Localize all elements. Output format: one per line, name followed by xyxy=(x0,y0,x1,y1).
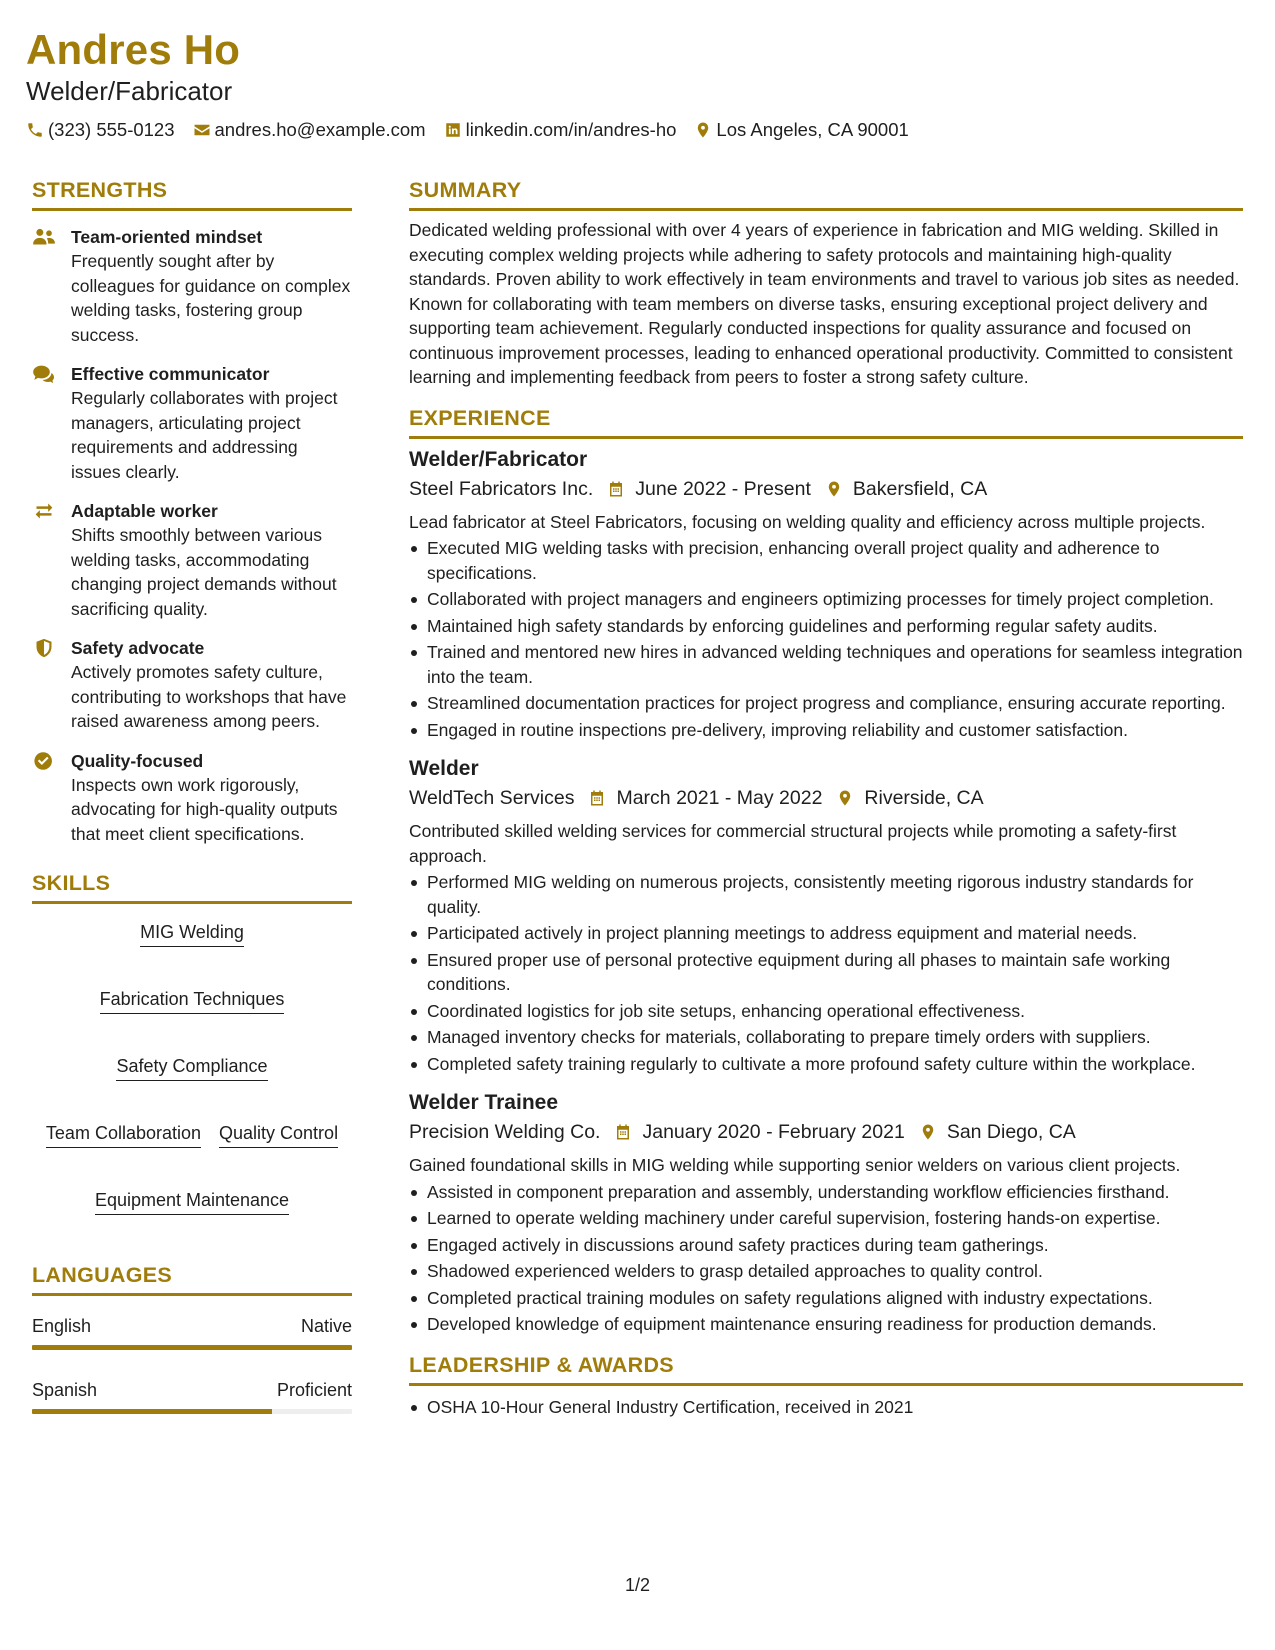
list-item: Performed MIG welding on numerous projects, consistently meeting rigorous industry standards for quality. xyxy=(409,870,1243,919)
right-column xyxy=(409,176,1243,1421)
calendar-icon xyxy=(588,788,606,808)
language-level: Proficient xyxy=(276,1380,352,1400)
job-description: Contributed skilled welding services for commercial structural projects while promoting a safety-first approach. xyxy=(409,821,1177,866)
language-bar xyxy=(32,1345,352,1350)
list-item: Learned to operate welding machinery under careful supervision, fostering hands-on expertise. xyxy=(409,1206,1243,1231)
skills-section xyxy=(32,869,352,1215)
list-item: Participated actively in project planning meetings to address equipment and material needs. xyxy=(409,921,1243,946)
list-item: Collaborated with project managers and engineers optimizing processes for timely project completion. xyxy=(409,587,1243,612)
linkedin-icon xyxy=(444,121,462,139)
skill-tag: Quality Control xyxy=(219,1121,338,1148)
job-dates: June 2022 - Present xyxy=(635,477,811,500)
summary-section xyxy=(409,176,1243,390)
list-item: Managed inventory checks for materials, collaborating to prepare timely orders with suppliers. xyxy=(409,1025,1243,1050)
strengths-heading: STRENGTHS xyxy=(32,176,352,211)
strength-desc: Actively promotes safety culture, contributing to workshops that have raised awareness among peers. xyxy=(71,662,347,731)
list-item: Trained and mentored new hires in advanced welding techniques and operations for seamless integration into the team. xyxy=(409,640,1243,689)
language-name: English xyxy=(32,1316,92,1336)
language-item xyxy=(32,1378,352,1414)
job-company: Precision Welding Co. xyxy=(409,1121,601,1143)
strength-item xyxy=(32,636,352,734)
strength-item xyxy=(32,499,352,621)
language-bar-fill xyxy=(32,1345,352,1350)
strength-title: Quality-focused xyxy=(71,750,204,771)
list-item: Completed practical training modules on safety regulations aligned with industry expectations. xyxy=(409,1286,1243,1311)
job-entry xyxy=(409,754,1243,1076)
contact-phone xyxy=(26,118,175,142)
skill-tag: Equipment Maintenance xyxy=(95,1188,289,1215)
strength-title: Safety advocate xyxy=(71,638,205,658)
list-item: Maintained high safety standards by enforcing guidelines and performing regular safety audits. xyxy=(409,614,1243,639)
comments-icon xyxy=(32,364,56,384)
list-item: Engaged actively in discussions around safety practices during team gatherings. xyxy=(409,1233,1243,1258)
strength-item xyxy=(32,749,352,847)
contact-location xyxy=(694,118,908,142)
experience-heading: EXPERIENCE xyxy=(409,404,1243,439)
language-name: Spanish xyxy=(32,1380,98,1400)
job-location: San Diego, CA xyxy=(946,1121,1076,1143)
skill-tag: Team Collaboration xyxy=(46,1121,201,1148)
strength-item xyxy=(32,225,352,347)
exchange-icon xyxy=(32,501,56,521)
job-title: Welder/Fabricator xyxy=(409,447,588,471)
job-location: Bakersfield, CA xyxy=(852,477,988,500)
users-icon xyxy=(32,227,56,247)
skill-tag: MIG Welding xyxy=(140,920,244,947)
job-company: WeldTech Services xyxy=(409,787,575,809)
map-pin-icon xyxy=(694,121,712,139)
contact-linkedin[interactable] xyxy=(444,118,677,142)
resume-header xyxy=(26,24,1246,142)
page-number: 1/2 xyxy=(624,1575,651,1595)
job-dates: January 2020 - February 2021 xyxy=(642,1121,905,1143)
list-item: Completed safety training regularly to cultivate a more profound safety culture within the workplace. xyxy=(409,1052,1243,1077)
strength-desc: Shifts smoothly between various welding tasks, accommodating changing project demands without sacrificing quality. xyxy=(71,525,337,619)
leadership-heading: LEADERSHIP & AWARDS xyxy=(409,1351,1243,1386)
skills-heading: SKILLS xyxy=(32,869,352,904)
summary-heading: SUMMARY xyxy=(409,176,1243,211)
contact-bar xyxy=(26,118,1246,142)
strength-title: Team-oriented mindset xyxy=(71,227,263,247)
email-text[interactable]: andres.ho@example.com xyxy=(214,119,426,140)
map-pin-icon xyxy=(836,788,854,808)
contact-email[interactable] xyxy=(193,118,426,142)
job-description: Gained foundational skills in MIG welding while supporting senior welders on various client projects. xyxy=(409,1155,1181,1175)
list-item: Ensured proper use of personal protective equipment during all phases to maintain safe working conditions. xyxy=(409,948,1243,997)
list-item: Developed knowledge of equipment maintenance ensuring readiness for production demands. xyxy=(409,1312,1243,1337)
list-item: Shadowed experienced welders to grasp detailed approaches to quality control. xyxy=(409,1259,1243,1284)
strength-title: Effective communicator xyxy=(71,364,270,384)
list-item: Streamlined documentation practices for project progress and compliance, ensuring accurate reporting. xyxy=(409,691,1243,716)
phone-text: (323) 555-0123 xyxy=(48,119,175,140)
strength-desc: Regularly collaborates with project managers, articulating project requirements and addressing issues clearly. xyxy=(71,388,338,482)
location-text: Los Angeles, CA 90001 xyxy=(716,119,909,140)
calendar-icon xyxy=(607,479,625,499)
job-location: Riverside, CA xyxy=(864,787,984,809)
job-title: Welder Trainee xyxy=(409,1091,559,1114)
candidate-role: Welder/Fabricator xyxy=(26,76,233,106)
job-company: Steel Fabricators Inc. xyxy=(409,477,594,500)
shield-icon xyxy=(32,638,56,658)
strength-desc: Inspects own work rigorously, advocating for high-quality outputs that meet client specifications. xyxy=(71,774,338,844)
job-description: Lead fabricator at Steel Fabricators, focusing on welding quality and efficiency across multiple projects. xyxy=(409,511,1206,532)
summary-text: Dedicated welding professional with over 4 years of experience in fabrication and MIG welding. Skilled in executing complex welding projects while adhering to safety protocols and maintaining high-quality standards. Proven ability to work effectively in team environments and travel to various job sites as needed. Known for collaborating with team members on diverse tasks, ensuring exceptional project delivery and supporting team achievement. Regularly conducted inspections for quality assurance and focused on continuous improvement processes, leading to enhanced operational productivity. Committed to consistent learning and implementing feedback from peers to foster a strong safety culture. xyxy=(409,220,1240,387)
job-entry xyxy=(409,1088,1243,1337)
left-column xyxy=(32,176,352,1414)
language-level: Native xyxy=(300,1316,352,1336)
language-bar-fill xyxy=(32,1409,272,1414)
languages-heading: LANGUAGES xyxy=(32,1261,352,1296)
language-item xyxy=(32,1314,352,1350)
leadership-section xyxy=(409,1351,1243,1420)
skill-tag: Safety Compliance xyxy=(116,1054,267,1081)
language-bar xyxy=(32,1409,352,1414)
linkedin-text[interactable]: linkedin.com/in/andres-ho xyxy=(465,119,677,140)
strength-item xyxy=(32,362,352,484)
candidate-name: Andres Ho xyxy=(26,26,241,73)
job-title: Welder xyxy=(409,757,479,780)
list-item: Executed MIG welding tasks with precision, enhancing overall project quality and adherence to specifications. xyxy=(409,536,1243,585)
job-entry xyxy=(409,445,1243,743)
strengths-section xyxy=(32,176,352,846)
check-circle-icon xyxy=(32,751,56,771)
list-item: Assisted in component preparation and assembly, understanding workflow efficiencies firsthand. xyxy=(409,1180,1243,1205)
languages-section xyxy=(32,1261,352,1414)
phone-icon xyxy=(26,121,44,139)
skill-tag: Fabrication Techniques xyxy=(100,987,285,1014)
map-pin-icon xyxy=(825,479,843,499)
map-pin-icon xyxy=(919,1122,937,1142)
list-item: Engaged in routine inspections pre-delivery, improving reliability and customer satisfaction. xyxy=(409,718,1243,743)
list-item: OSHA 10-Hour General Industry Certification, received in 2021 xyxy=(409,1395,1243,1420)
envelope-icon xyxy=(193,121,211,139)
calendar-icon xyxy=(614,1122,632,1142)
strength-desc: Frequently sought after by colleagues for guidance on complex welding tasks, fostering group success. xyxy=(71,251,351,345)
job-dates: March 2021 - May 2022 xyxy=(616,787,823,809)
strength-title: Adaptable worker xyxy=(71,501,218,521)
experience-section xyxy=(409,404,1243,1337)
list-item: Coordinated logistics for job site setups, enhancing operational effectiveness. xyxy=(409,999,1243,1024)
